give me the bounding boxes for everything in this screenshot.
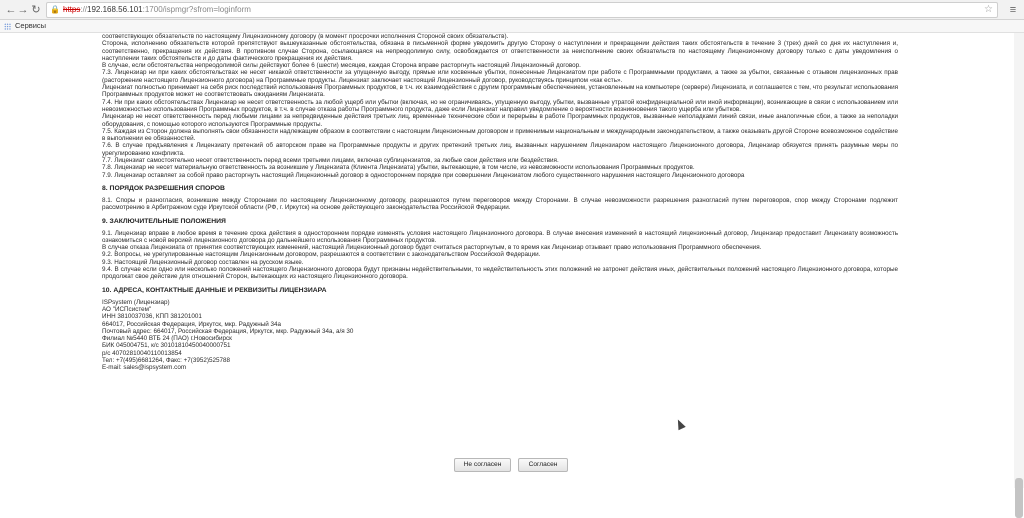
paragraph: 9.4. В случае если одно или несколько положений настоящего Лицензионного договора будут признаны недействительными, то недействительность этих положений не затронет действия иных, действительных положений настоящего Лицензионного договора, которые продолжат свое действие для отношений Сторон, вытекающих из настоящего Лицензионного договора. — [102, 266, 898, 281]
address-bar-container — [0, 0, 1024, 20]
contact-line: Филиал №5440 ВТБ 24 (ПАО) г.Новосибирск — [102, 335, 232, 343]
section-heading-9: 9. ЗАКЛЮЧИТЕЛЬНЫЕ ПОЛОЖЕНИЯ — [102, 217, 226, 225]
reload-icon[interactable]: ↻ — [31, 4, 41, 16]
url-input[interactable] — [46, 2, 998, 18]
license-text — [102, 33, 898, 372]
contact-line: АО "ИСПсистем" — [102, 305, 152, 313]
contact-line: р/с 40702810040110013854 — [102, 349, 182, 357]
paragraph: 7.7. Лицензиат самостоятельно несет ответственность перед всеми третьими лицами, включая сублицензиатов, за любые свои действия или бездействия. — [102, 157, 559, 165]
paragraph: 9.3. Настоящий Лицензионный договор составлен на русском языке. — [102, 258, 304, 266]
agree-button[interactable]: Согласен — [518, 458, 568, 472]
url-separator: :// — [80, 5, 88, 14]
paragraph: 7.5. Каждая из Сторон должна выполнять свои обязанности надлежащим образом в соответствии с настоящим Лицензионным договором и применимым национальным и международным законодательством, а также оказывать другой Стороне всевозможное содействие в выполнении ее обязанностей. — [102, 127, 898, 143]
contact-line: 664017, Российская Федерация, Иркутск, мкр. Радужный 34а — [102, 320, 282, 328]
paragraph: 7.3. Лицензиар ни при каких обстоятельствах не несет никакой ответственности за упущенную выгоду, прямые или косвенные убытки, понесенные Лицензиатом при работе с Программными продуктами, а также за убытки, связанные с отзывом лицензионных прав (расторжение настоящего Лицензионного договора) на Программные продукты. Лицензиат заключает настоящий Лицензионный договор, руководствуясь принципом «как есть». — [102, 69, 898, 84]
paragraph: 7.8. Лицензиар не несет материальную ответственность за возникшие у Лицензиата (Клиента Лицензиата) убытки, вытекающие, в том числе, из невозможности использования Программных продуктов. — [102, 164, 695, 172]
disagree-button[interactable]: Не согласен — [454, 458, 511, 472]
paragraph: 7.4. Ни при каких обстоятельствах Лицензиар не несет ответственность за любой ущерб или убытки (включая, но не ограничиваясь, упущенную выгоду, убытки, вызванные утратой конфиденциальной или иной информации), возникающие в связи с использованием или невозможностью использования Программных продуктов, в т.ч. в случае отказа работы Программного продукта, даже если Лицензиат направил уведомление о вероятности возникновения такого ущерба или убытков. — [102, 98, 898, 113]
paragraph: 8.1. Споры и разногласия, возникшие между Сторонами по настоящему Лицензионному договору, разрешаются путем переговоров между Сторонами. В случае невозможности разрешения разногласий путем переговоров, спор между Сторонами подлежит рассмотрению в Арбитражном суде Иркутской области (РФ, г. Иркутск) на основе действующего законодательства Российской Федерации. — [102, 196, 898, 212]
url-scheme: https — [63, 5, 81, 14]
forward-icon[interactable]: → — [17, 4, 29, 16]
mouse-cursor-icon — [674, 418, 685, 430]
section-heading-10: 10. АДРЕСА, КОНТАКТНЫЕ ДАННЫЕ И РЕКВИЗИТЫ ЛИЦЕНЗИАРА — [102, 286, 327, 294]
paragraph: 7.6. В случае предъявления к Лицензиату претензий об авторском праве на Программные продукты и других претензий третьих лиц, вызванных нарушением Лицензиаром настоящего Лицензионного договора, Лицензиар обязуется принять разумные меры по урегулированию конфликта. — [102, 142, 898, 157]
contact-line: E-mail: sales@ispsystem.com — [102, 364, 187, 372]
paragraph: Лицензиат полностью принимает на себя риск последствий использования Программных продуктов, в т.ч. их взаимодействия с другим программным обеспечением, установленным на компьютере (сервере) Лицензиата, и соглашается с тем, что результат использования Программных продуктов может не соответствовать ожиданиям Лицензиата. — [102, 84, 898, 99]
back-icon[interactable]: ← — [5, 4, 17, 16]
contacts-block — [102, 299, 898, 372]
scrollbar[interactable] — [1014, 33, 1024, 488]
paragraph: Лицензиар не несет ответственность перед любыми лицами за непредвиденные действия третьих лиц, временные технические сбои и перерывы в работе Программных продуктов, вызванные неполадками линий связи, иные аналогичные сбои, а также за неполадки оборудования, с помощью которого используются Программные продукты. — [102, 113, 898, 128]
url-path: :1700/ispmgr?sfrom=loginform — [142, 5, 251, 14]
contact-line: ИНН 3810037036, КПП 381201001 — [102, 313, 202, 321]
contact-line: ISPsystem (Лицензиар) — [102, 298, 170, 306]
paragraph: 9.2. Вопросы, не урегулированные настоящим Лицензионным договором, разрешаются в соответствии с законодательством Российской Федерации. — [102, 251, 541, 259]
section-heading-8: 8. ПОРЯДОК РАЗРЕШЕНИЯ СПОРОВ — [102, 184, 225, 192]
paragraph: В случае, если обстоятельства непреодолимой силы действуют более 6 (шести) месяцев, каждая Сторона вправе расторгнуть настоящий Лицензионный договор. — [102, 62, 581, 70]
bookmark-services[interactable]: Сервисы — [15, 21, 47, 30]
insecure-lock-icon[interactable]: 🔒 — [50, 5, 60, 14]
paragraph: В случае отказа Лицензиата от принятия соответствующих изменений, настоящий Лицензионный договор будет считаться расторгнутым, в то время как Лицензиар отзывает право использования Программного обеспечения. — [102, 244, 762, 252]
apps-grid-icon[interactable] — [4, 23, 11, 30]
bookmarks-bar — [0, 20, 1024, 33]
paragraph: 7.9. Лицензиар оставляет за собой право расторгнуть настоящий Лицензионный договор в одностороннем порядке при совершении Лицензиатом любого существенного нарушения настоящего Лицензионного договора — [102, 171, 745, 179]
contact-line: Тел: +7(495)6681264, Факс: +7(3952)525788 — [102, 356, 231, 364]
paragraph: Сторона, исполнению обязательств которой препятствуют вышеуказанные обстоятельства, обязана в письменной форме уведомить другую Сторону о наступлении и прекращении действия таких обстоятельств в течение 3 (трех) дней со дня их наступления и, соответственно, прекращения их действия. В противном случае Сторона, ссылающаяся на непреодолимую силу, освобождается от ответственности за неисполнение своих обязательств по настоящему Лицензионному договору только с даты уведомления о наступлении таких обстоятельств и до даты фактического прекращения их действия. — [102, 40, 898, 62]
scrollbar-thumb[interactable] — [1015, 478, 1023, 518]
paragraph: соответствующих обязательств по настоящему Лицензионному договору (в момент просрочки исполнения Стороной своих обязательств). — [102, 33, 509, 40]
contact-line: Почтовый адрес: 664017, Российская Федерация, Иркутск, мкр. Радужный 34а, а/я 30 — [102, 327, 354, 335]
url-host: 192.168.56.101 — [87, 5, 143, 14]
paragraph: 9.1. Лицензиар вправе в любое время в течение срока действия в одностороннем порядке изменять условия настоящего Лицензионного договора. В случае внесения изменений в настоящий лицензионный договор, Лицензиар предоставит Лицензиату возможность ознакомиться с новой версией лицензионного договора до дальнейшего использования Программных продуктов. — [102, 229, 898, 244]
menu-icon[interactable]: ≡ — [1009, 4, 1017, 16]
contact-line: БИК 045004751, к/с 30101810450040000751 — [102, 342, 231, 350]
bookmark-star-icon[interactable]: ☆ — [984, 4, 993, 15]
